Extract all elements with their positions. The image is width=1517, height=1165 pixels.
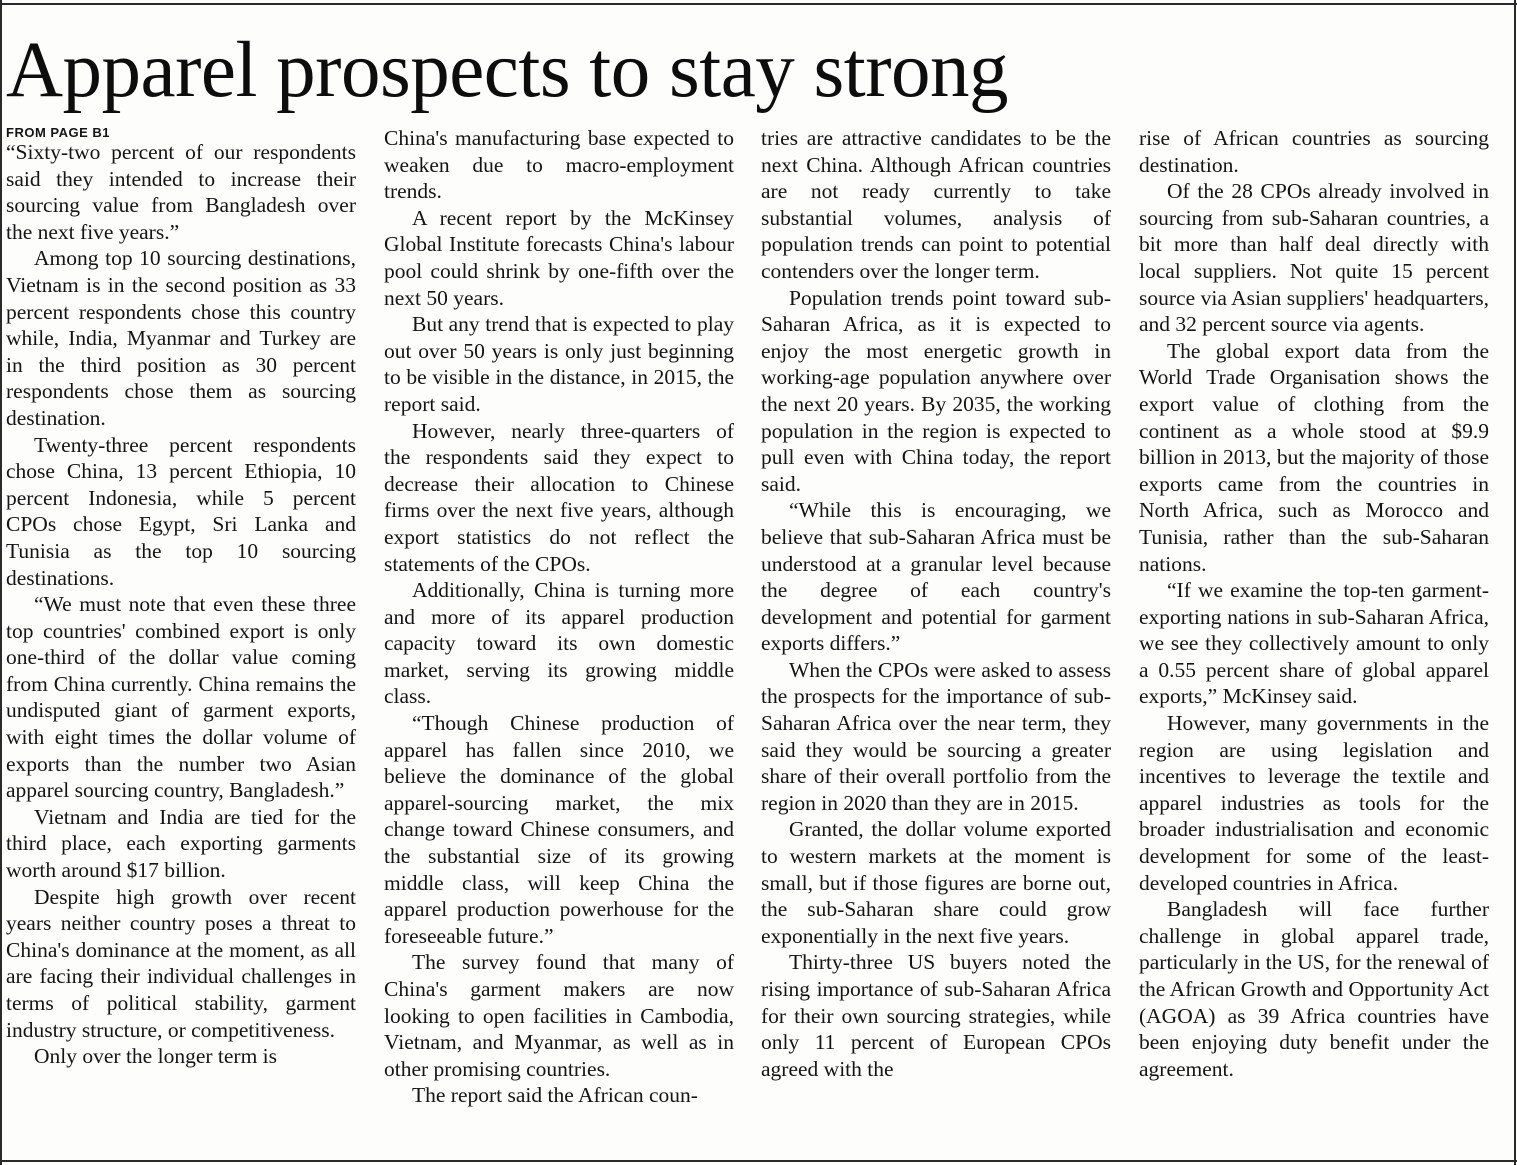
right-border — [1514, 0, 1516, 1165]
paragraph: “While this is encouraging, we believe that sub-Saharan Africa must be understood at a granular level because the degree of each country's development and potential for garment exports differs.” — [761, 498, 1111, 656]
paragraph: “We must note that even these three top countries' combined export is only one-third of the dollar value coming from China currently. China remains the undisputed giant of garment exports, with eight times the dollar volume of exports than the number two Asian apparel sourcing country, Bangladesh.” — [6, 592, 356, 803]
paragraph: “If we examine the top-ten garment-exporting nations in sub-Saharan Africa, we see they collectively amount to only a 0.55 percent share of global apparel exports,” McKinsey said. — [1139, 578, 1489, 709]
paragraph: rise of African countries as sourcing destination. — [1139, 126, 1489, 177]
paragraph: “Though Chinese production of apparel has fallen since 2010, we believe the dominance of the global apparel-sourcing market, the mix change toward Chinese consumers, and the substantial size of its growing middle class, will keep China the apparel production powerhouse for the foreseeable future.” — [384, 711, 734, 948]
paragraph: Of the 28 CPOs already involved in sourcing from sub-Saharan countries, a bit more than half deal directly with local suppliers. Not quite 15 percent source via Asian suppliers' headquarters, and 32 percent source via agents. — [1139, 179, 1489, 337]
headline: Apparel prospects to stay strong — [6, 27, 1009, 114]
paragraph: Granted, the dollar volume exported to western markets at the moment is small, but if those figures are borne out, the sub-Saharan share could grow exponentially in the next five years. — [761, 817, 1111, 948]
top-rule — [0, 3, 1517, 5]
paragraph: However, many governments in the region are using legislation and incentives to leverage the textile and apparel industries as tools for the broader industrialisation and economic development for some of the least-developed countries in Africa. — [1139, 711, 1489, 895]
kicker: FROM PAGE B1 — [6, 125, 110, 140]
paragraph: Population trends point toward sub-Saharan Africa, as it is expected to enjoy the most energetic growth in working-age population anywhere over the next 20 years. By 2035, the working population in the region is expected to pull even with China today, the report said. — [761, 285, 1111, 496]
paragraph: However, nearly three-quarters of the respondents said they expect to decrease their allocation to Chinese firms over the next five years, although export statistics do not reflect the statements of the CPOs. — [384, 418, 734, 576]
paragraph: Among top 10 sourcing destinations, Vietnam is in the second position as 33 percent respondents chose this country while, India, Myanmar and Turkey are in the third position as 30 percent respondents chose them as sourcing destination. — [6, 246, 356, 430]
article-column-4 — [1139, 125, 1489, 1082]
paragraph: Vietnam and India are tied for the third place, each exporting garments worth around $17 billion. — [6, 804, 356, 883]
left-border — [0, 0, 2, 1165]
paragraph: Thirty-three US buyers noted the rising importance of sub-Saharan Africa for their own sourcing strategies, while only 11 percent of European CPOs agreed with the — [761, 950, 1111, 1081]
paragraph: The global export data from the World Trade Organisation shows the export value of clothing from the continent as a whole stood at $9.9 billion in 2013, but the majority of those exports came from the countries in North Africa, such as Morocco and Tunisia, rather than the sub-Saharan nations. — [1139, 338, 1489, 576]
paragraph: The survey found that many of China's garment makers are now looking to open facilities in Cambodia, Vietnam, and Myanmar, as well as in other promising countries. — [384, 950, 734, 1081]
paragraph: China's manufacturing base expected to weaken due to macro-employment trends. — [384, 126, 734, 204]
paragraph: tries are attractive candidates to be the next China. Although African countries are not ready currently to take substantial volumes, analysis of population trends can point to potential contenders over the longer term. — [761, 126, 1111, 283]
paragraph: Only over the longer term is — [34, 1044, 278, 1069]
paragraph: Twenty-three percent respondents chose China, 13 percent Ethiopia, 10 percent Indonesia, while 5 percent CPOs chose Egypt, Sri Lanka and Tunisia as the top 10 sourcing destinations. — [6, 432, 356, 590]
paragraph: Bangladesh will face further challenge in global apparel trade, particularly in the US, for the renewal of the African Growth and Opportunity Act (AGOA) as 39 Africa countries have been enjoying duty benefit under the agreement. — [1139, 897, 1489, 1081]
article-column-2 — [384, 125, 734, 1109]
paragraph: The report said the African coun- — [412, 1083, 698, 1108]
paragraph: Despite high growth over recent years neither country poses a threat to China's dominance at the moment, as all are facing their individual challenges in terms of political stability, garment industry structure, or competitiveness. — [6, 884, 356, 1042]
paragraph: When the CPOs were asked to assess the prospects for the importance of sub-Saharan Africa over the near term, they said they would be sourcing a greater share of their overall portfolio from the region in 2020 than they are in 2015. — [761, 657, 1111, 815]
paragraph: “Sixty-two percent of our respondents said they intended to increase their sourcing value from Bangladesh over the next five years.” — [6, 140, 356, 244]
paragraph: A recent report by the McKinsey Global Institute forecasts China's labour pool could shrink by one-fifth over the next 50 years. — [384, 205, 734, 310]
paragraph: But any trend that is expected to play out over 50 years is only just beginning to be visible in the distance, in 2015, the report said. — [384, 312, 734, 416]
article-column-3 — [761, 125, 1111, 1082]
article-column-1 — [6, 125, 356, 1070]
paragraph: Additionally, China is turning more and more of its apparel production capacity toward its own domestic market, serving its growing middle class. — [384, 578, 734, 709]
bottom-rule — [0, 1160, 1517, 1162]
